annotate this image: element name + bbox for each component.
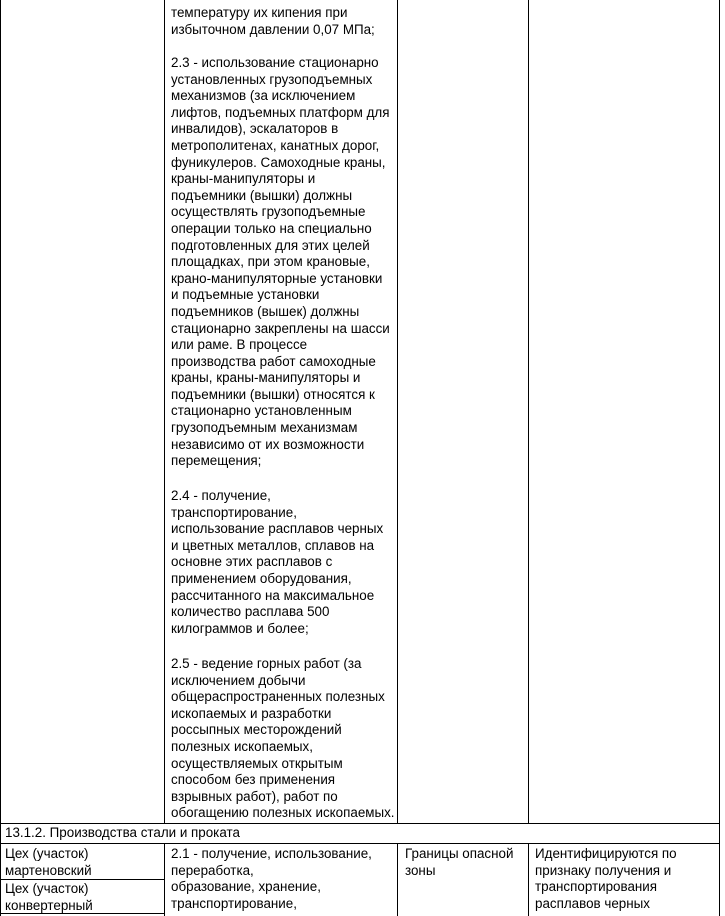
section-heading: 13.1.2. Производства стали и проката [5, 825, 240, 840]
table-border-col1 [164, 0, 165, 823]
requirement-2-3: 2.3 - использование стационарно установленных грузоподъемных механизмов (за исключением лифтов, подъемных платформ для инвалидов), эскалаторов в метрополитенах, канатных дорог, фуникулеров. Самоходные краны, краны-манипуляторы и подъемники (вышки) должны осуществлять грузоподъемные операции только на специально подготовленных для этих целей площадках, при этом крановые, крано-манипуляторные установки и подъемные установки подъемников (вышек) должны стационарно закреплены на шасси или раме. В процессе производства работ самоходные краны, краны-манипуляторы и подъемники (вышки) относятся к стационарно установленным грузоподъемным механизмам независимо от их возможности перемещения; [171, 55, 390, 469]
requirement-2-4: 2.4 - получение, транспортирование, использование расплавов черных и цветных металлов, сплавов на основне этих расплавов с применением оборудования, рассчитанного на максимальное количество расплава 500 килограммов и более; [171, 488, 384, 636]
identification-criteria: Идентифицируются по признаку получения и транспортирования расплавов черных [535, 846, 677, 911]
table-border-right [719, 0, 720, 916]
continued-requirement-text: температуру их кипения при избыточном давлении 0,07 МПа; [171, 5, 375, 37]
requirement-2-1: 2.1 - получение, использование, переработка, образование, хранение, транспортирование, [171, 846, 372, 911]
table-border-col3-lower [528, 844, 529, 916]
workshop-open-hearth: Цех (участок) мартеновский [5, 846, 92, 878]
table-border-col2-lower [397, 844, 398, 916]
table-border-col2 [397, 0, 398, 823]
row-border-top-row-bottom [0, 823, 720, 824]
table-border-col1-lower [164, 844, 165, 916]
workshop-converter: Цех (участок) конвертерный [5, 881, 93, 913]
table-border-col3 [528, 0, 529, 823]
requirement-2-5: 2.5 - ведение горных работ (за исключением добычи общераспространенных полезных ископаемых и разработки россыпных месторождений полезных ископаемых, осуществляемых открытым способом без применения взрывных работ), работ по обогащению полезных ископаемых. [171, 656, 395, 821]
table-border-left [0, 0, 1, 916]
hazard-zone-boundaries: Границы опасной зоны [405, 846, 514, 878]
row-border-heading-bottom [0, 843, 720, 844]
